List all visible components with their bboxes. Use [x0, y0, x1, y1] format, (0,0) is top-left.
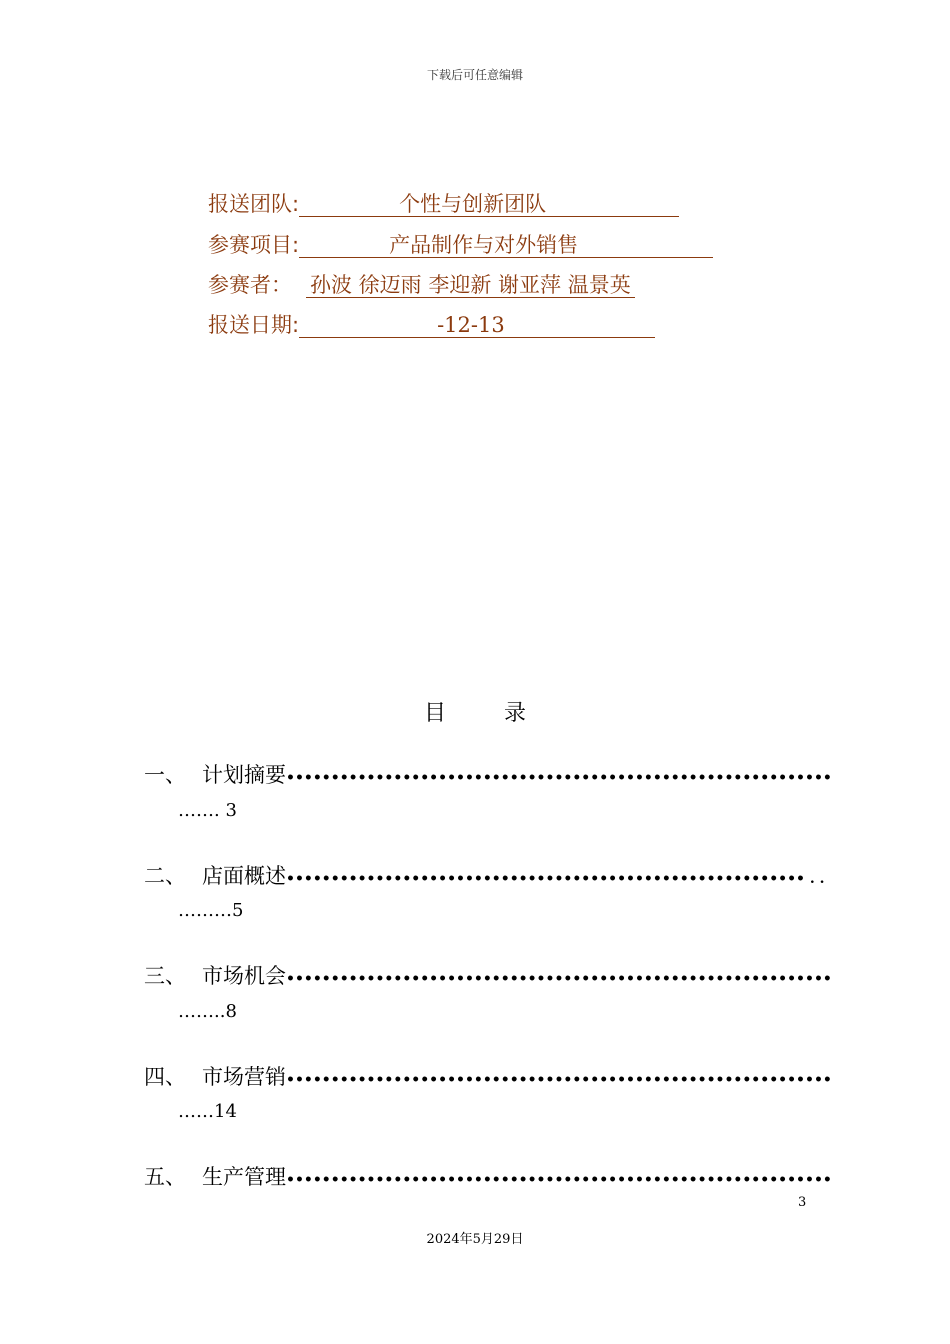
- page-number: 3: [798, 1195, 807, 1210]
- toc-item-5-label: 生产管理: [202, 1165, 286, 1189]
- toc-item-2-num: 二、: [144, 864, 186, 888]
- info-participants-row: [208, 269, 635, 299]
- footer-date: 2024年5月29日: [426, 1232, 524, 1247]
- toc-item-4-page: ……14: [178, 1101, 237, 1122]
- toc-item-3-num: 三、: [144, 964, 186, 988]
- toc-item-4-label: 市场营销: [202, 1065, 286, 1089]
- toc-item-1-label: 计划摘要: [202, 763, 286, 787]
- info-project-row: [208, 229, 713, 259]
- toc-item-4-num: 四、: [144, 1065, 186, 1089]
- toc-title-char-1: 目: [424, 701, 447, 726]
- toc-item-3-label: 市场机会: [202, 964, 286, 988]
- info-team-value: 个性与创新团队: [299, 192, 679, 217]
- info-team-label: 报送团队:: [208, 192, 300, 216]
- info-participants-value: 孙波 徐迈雨 李迎新 谢亚萍 温景英: [306, 273, 635, 298]
- info-date-row: [208, 309, 655, 339]
- toc-item-1-leader: •••••••••••••••••••••••••••••••••••••••••••••••••••••••••••••: [286, 770, 832, 786]
- toc-item-4-title[interactable]: [202, 1061, 832, 1091]
- info-project-label: 参赛项目:: [208, 233, 300, 257]
- toc-title-char-2: 录: [504, 701, 527, 726]
- toc-item-3-page: ……..8: [178, 1001, 237, 1022]
- toc-item-2-title[interactable]: [202, 860, 825, 890]
- info-date-label: 报送日期:: [208, 313, 300, 337]
- toc-item-2-page: ………5: [178, 900, 244, 921]
- toc-item-2-label: 店面概述: [202, 864, 286, 888]
- toc-item-4-leader: •••••••••••••••••••••••••••••••••••••••••••••••••••••••••••••: [286, 1072, 832, 1088]
- toc-item-1-num: 一、: [144, 763, 186, 787]
- toc-item-5-title[interactable]: [202, 1161, 832, 1191]
- toc-title: [424, 696, 526, 727]
- header-note: 下载后可任意编辑: [426, 68, 523, 82]
- toc-item-2-leader: •••••••••••••••••••••••••••••••••••••••••••••••••••••••••• . .: [286, 871, 825, 887]
- toc-item-3-title[interactable]: [202, 960, 832, 990]
- toc-item-1-title[interactable]: [202, 759, 832, 789]
- info-project-value: 产品制作与对外销售: [299, 233, 713, 258]
- toc-item-5-num: 五、: [144, 1165, 186, 1189]
- info-participants-label: 参赛者：: [208, 273, 292, 297]
- toc-item-5-leader: •••••••••••••••••••••••••••••••••••••••••••••••••••••••••••••: [286, 1172, 832, 1188]
- toc-item-3-leader: •••••••••••••••••••••••••••••••••••••••••••••••••••••••••••••: [286, 971, 832, 987]
- info-team-row: [208, 188, 679, 218]
- info-date-value: -12-13: [299, 313, 655, 338]
- toc-item-1-page: ……. 3: [178, 800, 237, 821]
